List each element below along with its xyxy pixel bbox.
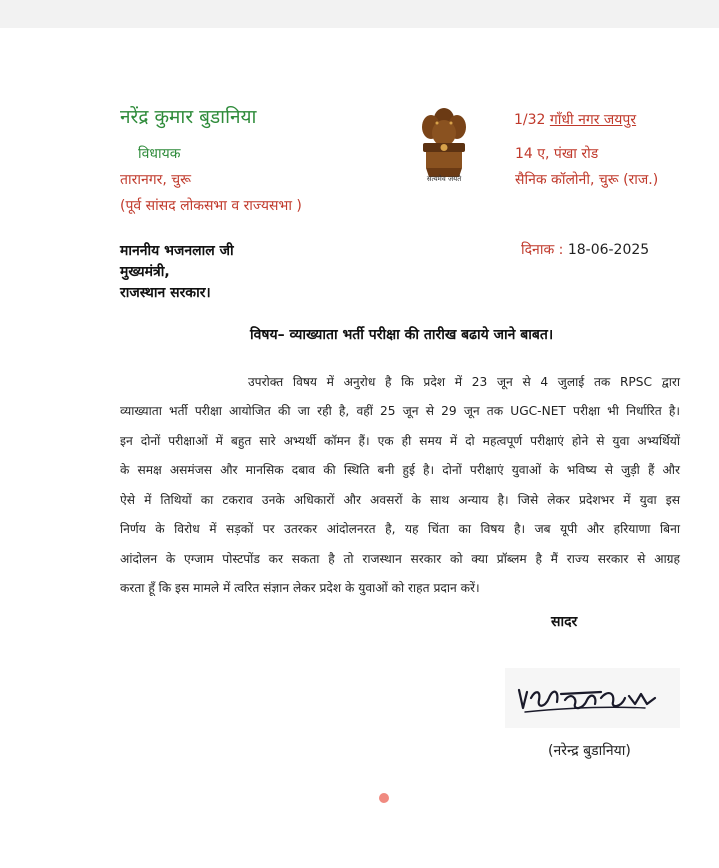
date-value: 18-06-2025 [567, 242, 650, 258]
address-line-2: 14 ए, पंखा रोड [515, 146, 599, 162]
body-line: निर्णय के विरोध में सड़कों पर उतरकर आंदोलनरत है, यह चिंता का विषय है। जब यूपी और हरियाणा बिना [120, 522, 680, 536]
body-line: उपरोक्त विषय में अनुरोध है कि प्रदेश में 23 जून से 4 जुलाई तक RPSC द्वारा [248, 375, 680, 389]
closing-salutation: सादर [551, 614, 578, 630]
address-line-1 [514, 110, 636, 129]
address-line-3: सैनिक कॉलोनी, चुरू (राज.) [515, 172, 659, 188]
body-line: व्याख्याता भर्ती परीक्षा आयोजित की जा रही है, वहीं 25 जून से 29 जून तक UGC-NET परीक्षा भी निर्धारित है। [120, 404, 680, 418]
body-line: के समक्ष असमंजस और मानसिक दबाव की स्थिति बनी हुई है। दोनों परीक्षाएं युवाओं के भविष्य से जुड़ी हैं और [120, 463, 680, 477]
sender-name: नरेंद्र कुमार बुडानिया [120, 106, 257, 128]
handwritten-signature [505, 668, 680, 728]
viewer-top-bar [0, 0, 719, 28]
address-line-1-text: 1/32 गाँधी नगर जयपुर [514, 112, 637, 128]
recipient-line-3: राजस्थान सरकार। [120, 285, 211, 301]
recipient-line-1: माननीय भजनलाल जी [120, 243, 234, 259]
body-line: इन दोनों परीक्षाओं में बहुत सारे अभ्यर्थी कॉमन हैं। एक ही समय में दो महत्वपूर्ण परीक्षाएं होने से युवा अभ्यर्थियों [120, 434, 680, 448]
sender-former-post: (पूर्व सांसद लोकसभा व राज्यसभा ) [120, 198, 302, 214]
recipient-line-2: मुख्यमंत्री, [120, 264, 170, 280]
letter-date [521, 240, 649, 259]
emblem-motto: सत्यमेव जयते [426, 175, 462, 183]
body-line: ऐसे में तिथियों का टकराव उनके अधिकारों और अवसरों के साथ अन्याय है। जिसे लेकर प्रदेशभर में युवा इस [120, 493, 680, 507]
ashoka-emblem-icon [415, 105, 473, 185]
letter-subject: विषय– व्याख्याता भर्ती परीक्षा की तारीख बढाये जाने बाबत। [250, 327, 554, 343]
sender-constituency: तारानगर, चुरू [120, 172, 192, 188]
body-line: आंदोलन के एग्जाम पोस्टपोंड कर सकता है तो राजस्थान सरकार को क्या प्रॉब्लम है मैं राज्य सरकार से आग्रह [120, 552, 680, 566]
signatory-name: (नरेन्द्र बुडानिया) [548, 743, 631, 759]
page-indicator-dot[interactable] [379, 793, 389, 803]
date-label: दिनाक : [521, 242, 564, 258]
sender-designation: विधायक [138, 146, 181, 162]
body-line: करता हूँ कि इस मामले में त्वरित संज्ञान लेकर प्रदेश के युवाओं को राहत प्रदान करें। [120, 581, 480, 595]
